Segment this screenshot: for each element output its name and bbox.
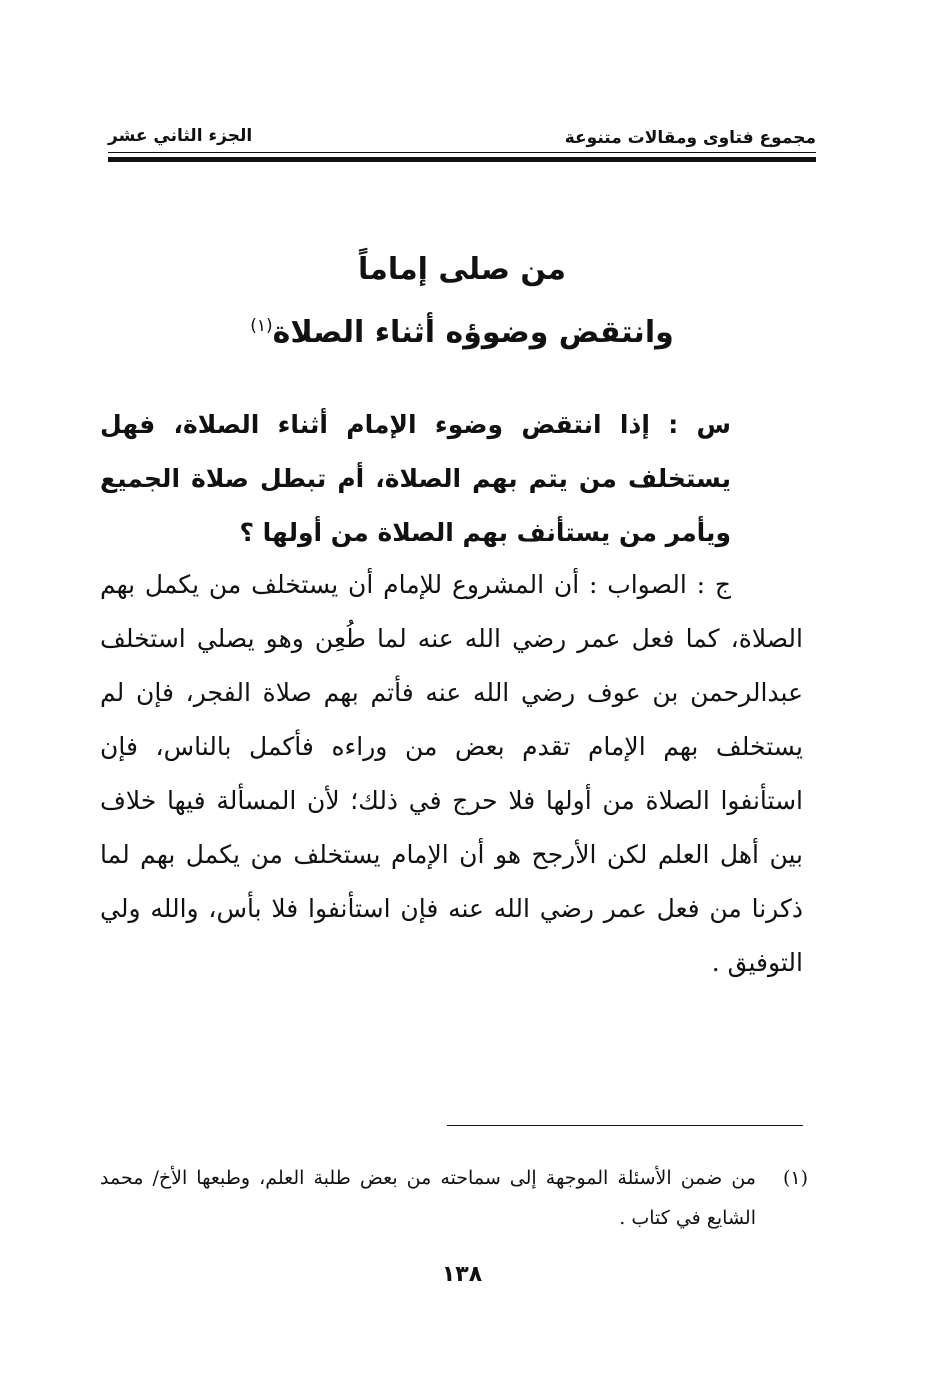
volume-label: الجزء الثاني عشر (108, 126, 253, 146)
answer-paragraph: ج : الصواب : أن المشروع للإمام أن يستخلف من يكمل بهم الصلاة، كما فعل عمر رضي الله عنه لما طُعِن وهو يصلي استخلف عبدالرحمن بن عوف رضي الله عنه فأتم بهم صلاة الفجر، فإن لم يستخلف بهم الإمام تقدم بعض من وراءه فأكمل بالناس، فإن استأنفوا الصلاة من أولها فلا حرج في ذلك؛ لأن المسألة فيها خلاف بين أهل العلم لكن الأرجح هو أن الإمام يستخلف من يكمل بهم لما ذكرنا من فعل عمر رضي الله عنه فإن استأنفوا فلا بأس، والله ولي التوفيق . (100, 570, 803, 977)
footnote (100, 1158, 808, 1238)
title-text-2: وانتقض وضوؤه أثناء الصلاة (272, 315, 674, 350)
running-header (108, 118, 816, 152)
question-paragraph: س : إذا انتقض وضوء الإمام أثناء الصلاة، فهل يستخلف من يتم بهم الصلاة، أم تبطل صلاة الجميع ويأمر من يستأنف بهم الصلاة من أولها ؟ (100, 410, 731, 547)
title-footnote-ref: (١) (250, 316, 273, 336)
title-text-1: من صلى إماماً (357, 252, 566, 287)
footnote-text: من ضمن الأسئلة الموجهة إلى سماحته من بعض طلبة العلم، وطبعها الأخ/ محمد الشايع في كتاب . (100, 1167, 756, 1229)
fatwa-title-line-2 (108, 306, 816, 353)
page-number: ١٣٨ (441, 1262, 483, 1287)
fatwa-title-line-1 (108, 250, 816, 290)
header-rule-thick (108, 157, 816, 162)
footnote-separator (447, 1125, 803, 1126)
footnote-marker: (١) (782, 1167, 808, 1189)
book-title: مجموع فتاوى ومقالات متنوعة (564, 128, 816, 148)
header-rule-thin (108, 152, 816, 153)
